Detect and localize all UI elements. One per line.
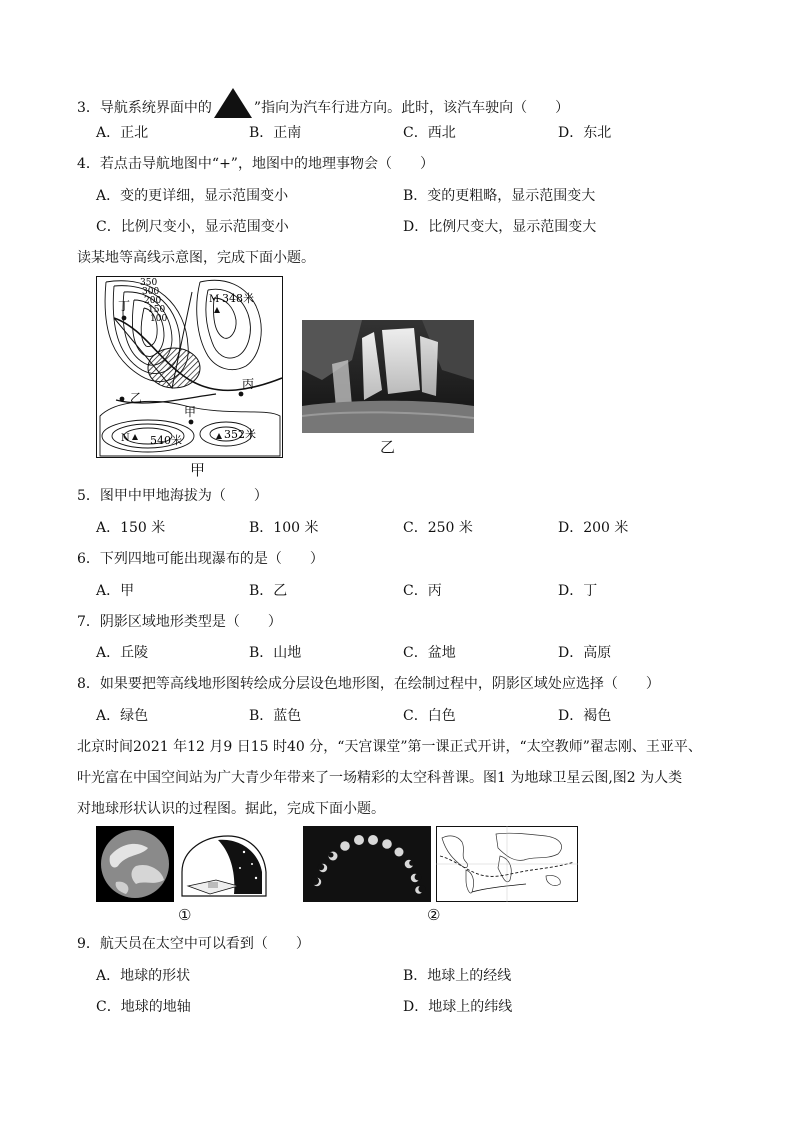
- q8-option-a: A．绿色: [96, 708, 149, 724]
- q3-option-c: C．西北: [403, 125, 456, 141]
- photo-caption: 乙: [380, 438, 396, 456]
- fig-label-2: ②: [427, 906, 441, 924]
- world-map-route: [436, 826, 578, 902]
- question-4-text: 4．若点击导航地图中“+”，地图中的地理事物会（ ）: [77, 156, 434, 172]
- moon-phases-image: [303, 826, 431, 902]
- contour-label-100: 100: [150, 314, 168, 324]
- q8-option-c: C．白色: [403, 708, 456, 724]
- q8-option-d: D．褐色: [558, 708, 612, 724]
- q3-option-a: A．正北: [96, 125, 149, 141]
- q9-option-a: A．地球的形状: [96, 968, 191, 984]
- q9-option-b: B．地球上的经线: [403, 968, 512, 984]
- q5-option-c: C．250 米: [403, 520, 473, 536]
- label-m: M: [209, 294, 220, 305]
- q9-option-c: C．地球的地轴: [96, 999, 191, 1015]
- label-m-height: 348米: [222, 292, 254, 305]
- question-3-text-b: ”指向为汽车行进方向。此时，该汽车驶向（ ）: [253, 100, 570, 116]
- question-5-text: 5．图甲中甲地海拔为（ ）: [77, 488, 268, 504]
- question-3-text-a: 3．导航系统界面中的: [77, 100, 212, 116]
- intro-contour: 读某地等高线示意图，完成下面小题。: [77, 250, 315, 266]
- contour-label-350: 350: [140, 278, 158, 288]
- q3-option-b: B．正南: [249, 125, 302, 141]
- label-jia: 甲: [184, 405, 197, 419]
- q7-option-c: C．盆地: [403, 645, 456, 661]
- question-9-text: 9．航天员在太空中可以看到（ ）: [77, 936, 310, 952]
- q3-option-d: D．东北: [558, 125, 612, 141]
- q5-option-b: B．100 米: [249, 520, 319, 536]
- map-caption: 甲: [190, 461, 206, 479]
- q5-option-d: D．200 米: [558, 520, 629, 536]
- dome-sky-diagram: [178, 832, 270, 902]
- contour-label-150: 150: [148, 305, 166, 315]
- label-n: N: [121, 433, 130, 444]
- q6-option-c: C．丙: [403, 583, 442, 599]
- contour-label-200: 200: [144, 296, 162, 306]
- q7-option-b: B．山地: [249, 645, 302, 661]
- question-8-text: 8．如果要把等高线地形图转绘成分层设色地形图，在绘制过程中，阴影区域处应选择（ ）: [77, 676, 660, 692]
- intro-space-line1: 北京时间2021 年12 月9 日15 时40 分，“天宫课堂”第一课正式开讲，“太空教师”翟志刚、王亚平、: [77, 739, 702, 755]
- contour-map: [96, 276, 284, 459]
- label-bing: 丙: [242, 377, 255, 391]
- q9-option-d: D．地球上的纬线: [403, 999, 513, 1015]
- fig-label-1: ①: [178, 906, 192, 924]
- question-3: [77, 88, 569, 118]
- waterfall-photo: [302, 320, 474, 433]
- intro-space-line3: 对地球形状认识的过程图。据此，完成下面小题。: [77, 801, 385, 817]
- q6-option-b: B．乙: [249, 583, 288, 599]
- q6-option-d: D．丁: [558, 583, 598, 599]
- contour-label-300: 300: [142, 287, 160, 297]
- q8-option-b: B．蓝色: [249, 708, 302, 724]
- q4-option-a: A．变的更详细，显示范围变小: [96, 188, 289, 204]
- label-n-height: 540米: [150, 434, 182, 447]
- question-6-text: 6．下列四地可能出现瀑布的是（ ）: [77, 551, 324, 567]
- label-ding: 丁: [118, 299, 131, 313]
- intro-space-line2: 叶光富在中国空间站为广大青少年带来了一场精彩的太空科普课。图1 为地球卫星云图,图2 为人类: [77, 770, 683, 786]
- triangle-arrow-icon: [214, 88, 252, 118]
- q5-option-a: A．150 米: [96, 520, 166, 536]
- label-yi: 乙: [130, 391, 143, 405]
- q4-option-d: D．比例尺变大，显示范围变大: [403, 219, 597, 235]
- label-peak-height: 352米: [224, 428, 256, 441]
- q7-option-d: D．高原: [558, 645, 612, 661]
- q6-option-a: A．甲: [96, 583, 135, 599]
- q7-option-a: A．丘陵: [96, 645, 149, 661]
- question-7-text: 7．阴影区域地形类型是（ ）: [77, 614, 282, 630]
- q4-option-b: B．变的更粗略，显示范围变大: [403, 188, 596, 204]
- q4-option-c: C．比例尺变小，显示范围变小: [96, 219, 289, 235]
- earth-satellite-image: [96, 826, 174, 902]
